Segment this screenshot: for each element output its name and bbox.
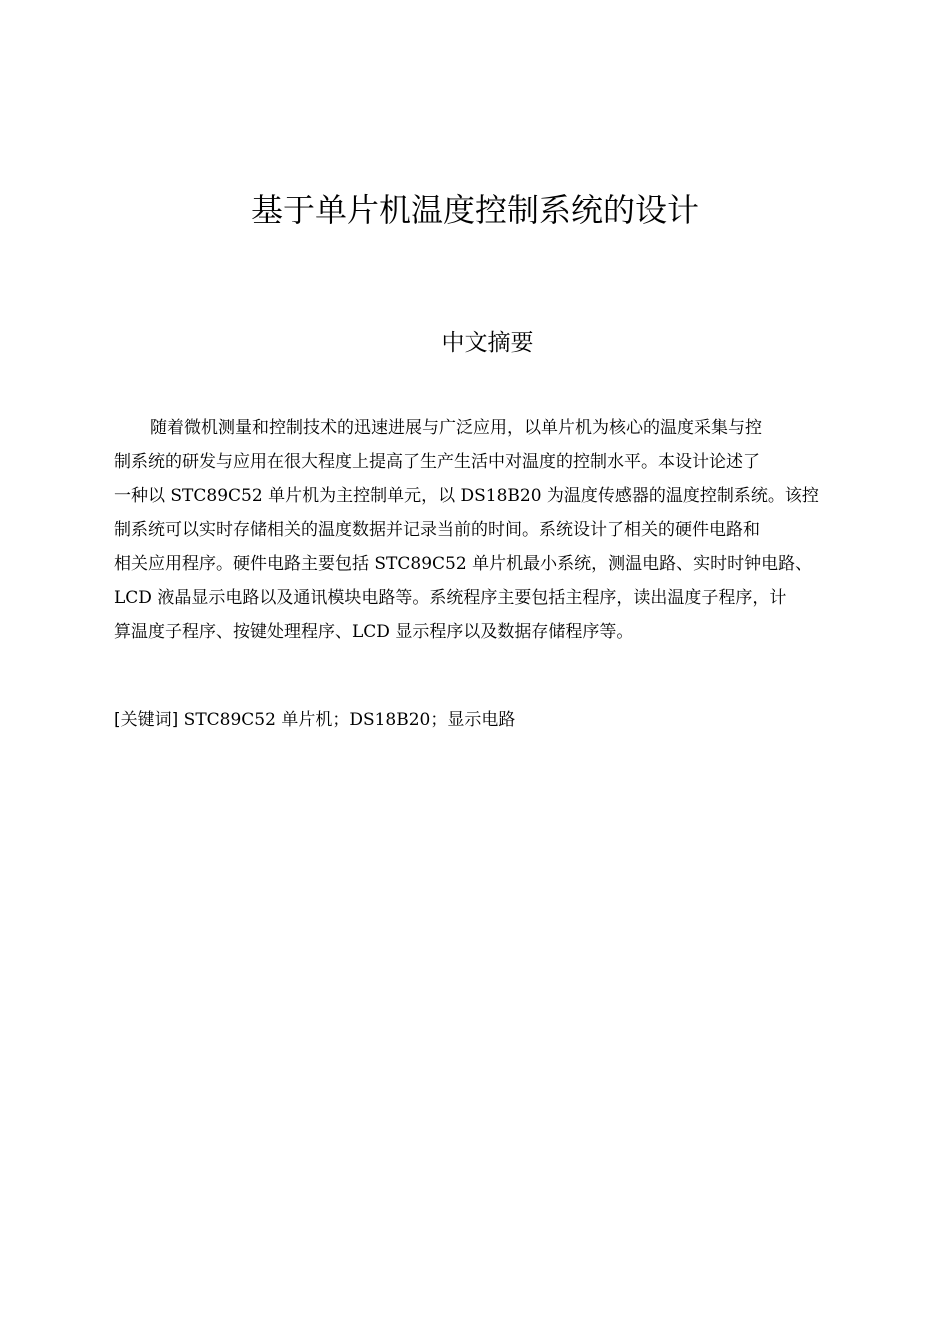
abstract-line: 一种以 STC89C52 单片机为主控制单元，以 DS18B20 为温度传感器的温度控制系统。该控	[114, 486, 819, 506]
abstract-line: 制系统可以实时存储相关的温度数据并记录当前的时间。系统设计了相关的硬件电路和	[114, 520, 760, 540]
abstract-line: LCD 液晶显示电路以及通讯模块电路等。系统程序主要包括主程序，读出温度子程序，计	[114, 588, 787, 608]
keywords-label: [关键词]	[114, 710, 179, 730]
keywords-line	[114, 703, 860, 737]
abstract-line: 随着微机测量和控制技术的迅速进展与广泛应用，以单片机为核心的温度采集与控	[150, 418, 762, 438]
abstract-heading: 中文摘要	[441, 330, 534, 356]
abstract-line: 相关应用程序。硬件电路主要包括 STC89C52 单片机最小系统，测温电路、实时时钟电路、	[114, 554, 813, 574]
abstract-line: 制系统的研发与应用在很大程度上提高了生产生活中对温度的控制水平。本设计论述了	[114, 452, 760, 472]
abstract-body	[114, 411, 860, 649]
keywords-text: STC89C52 单片机；DS18B20；显示电路	[178, 710, 516, 730]
abstract-line: 算温度子程序、按键处理程序、LCD 显示程序以及数据存储程序等。	[114, 622, 634, 642]
document-title: 基于单片机温度控制系统的设计	[250, 191, 699, 229]
